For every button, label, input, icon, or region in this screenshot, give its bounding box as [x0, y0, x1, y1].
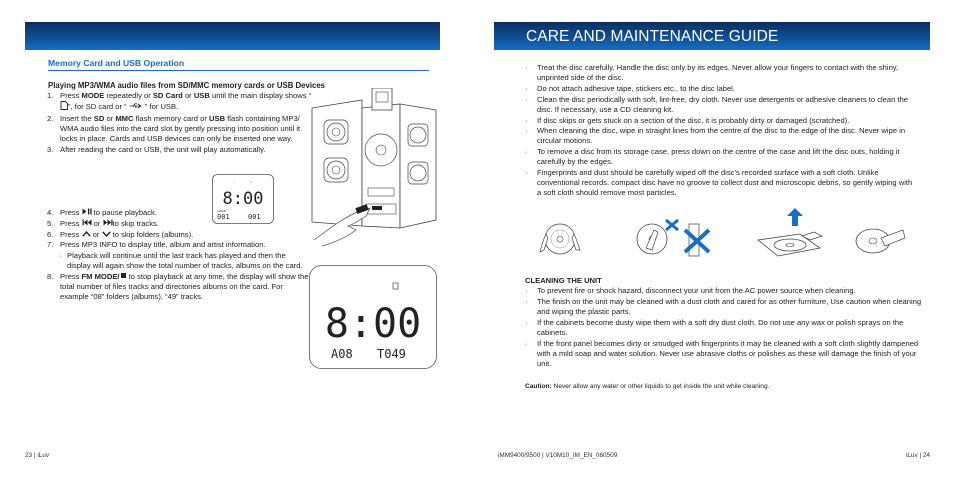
- small-lcd-right: 001: [248, 213, 261, 221]
- step-1: 1. Press MODE repeatedly or SD Card or USB until the main display shows “ ”, for SD card or “ ” for USB.: [47, 91, 312, 113]
- step-5: 5. Press or to skip tracks.: [47, 218, 159, 228]
- care-item: · If disc skips or gets stuck on a section of the disc, it is probably dirty or damaged (scratched).: [525, 115, 850, 125]
- large-lcd-time: 8:00: [324, 301, 422, 347]
- folder-down-icon: [102, 230, 111, 240]
- device-illustration: [300, 88, 440, 248]
- footer-model-code: iMM9400/9500 | V10M10_IM_EN_060509: [498, 452, 618, 459]
- step-2: 2. Insert the SD or MMC flash memory card or USB flash containing MP3/ WMA audio files into the card slot by gently pressing into position until it locks in place. Cards and USB devices can only be inserted one way.: [47, 113, 301, 144]
- large-lcd-album: A08: [331, 347, 353, 361]
- step-8: 8. Press FM MODE/ to stop playback at any time, the display will show the total number of files tracks and directories albums on the card. For example “08” folders (albums), “49” tracks.: [47, 271, 309, 302]
- page-title: CARE AND MAINTENANCE GUIDE: [526, 28, 779, 45]
- cleaning-heading: CLEANING THE UNIT: [525, 276, 602, 285]
- caution-note: [525, 383, 769, 390]
- skip-back-icon: [82, 219, 92, 229]
- cleaning-item: · If the front panel becomes dirty or smudged with fingerprints it may be cleaned with a soft cloth slightly dampened with a mild soap and water solution. Never use abrasive cloths or polishes as these will damage the finish of your unit.: [525, 338, 919, 368]
- play-pause-icon: [82, 208, 92, 218]
- sub-heading: Playing MP3/WMA audio files from SD/MMC memory cards or USB Devices: [48, 81, 325, 90]
- disc-edge-hold-illustration: [538, 222, 584, 256]
- remove-from-case-illustration: [754, 208, 824, 260]
- wipe-straight-lines-illustration: [853, 224, 907, 256]
- right-header-banner: [494, 22, 930, 50]
- small-lcd-label: ALBUM: [217, 210, 226, 213]
- svg-text:▪: ▪: [234, 181, 235, 184]
- cleaning-item: · To prevent fire or shock hazard, disconnect your unit from the AC power source when cleaning.: [525, 286, 856, 295]
- step-6: 6. Press or to skip folders (albums).: [47, 229, 194, 239]
- no-touch-surface-illustration: [632, 216, 682, 256]
- usb-icon: [129, 102, 143, 112]
- large-lcd-track: T049: [377, 347, 406, 361]
- care-item: · To remove a disc from its storage case, press down on the centre of the case and lift the disc outs, holding it carefully by the edges.: [525, 147, 900, 167]
- svg-text:□: □: [250, 180, 252, 184]
- skip-forward-icon: [103, 219, 113, 229]
- no-circular-wipe-illustration: [683, 222, 711, 258]
- steps-list-a: [47, 91, 312, 156]
- step-4: 4. Press to pause playback.: [47, 208, 157, 218]
- cleaning-item: · The finish on the unit may be cleaned with a dust cloth and cared for as other furniture, Use caution when cleaning and wiping the plastic parts.: [525, 296, 922, 316]
- cleaning-item: · If the cabinets become dusty wipe them with a soft dry dust cloth. Do not use any wax or polish sprays on the cabinets.: [525, 317, 904, 337]
- sd-card-icon: [60, 101, 68, 113]
- care-item: · Fingerprints and dust should be carefully wiped off the disc’s recorded surface with a soft cloth. Unlike conventional records. compact disc have no groove to collect dust and microscopic debris, so gently wiping with a soft cloth should remove most particles.: [525, 168, 913, 198]
- left-header-banner: [25, 22, 440, 50]
- step-3: 3. After reading the card or USB, the unit will play automatically.: [47, 145, 266, 155]
- step-7-note: · Playback will continue until the last track has played and then the display will again show the total number of tracks, albums on the card.: [59, 251, 303, 271]
- caution-text: Never allow any water or other liquids to get inside the unit while cleaning.: [551, 383, 770, 390]
- folder-up-icon: [82, 230, 91, 240]
- step-7: 7. Press MP3 INFO to display title, album and artist information.: [47, 240, 266, 250]
- section-heading: Memory Card and USB Operation: [48, 58, 429, 71]
- care-item: · When cleaning the disc, wipe in straight lines from the centre of the disc to the edge of the disc. Never wipe in circular motions.: [525, 126, 906, 146]
- footer-right-page-number: iLuv | 24: [905, 452, 930, 459]
- care-item: · Treat the disc carefully. Handle the disc only by its edges. Never allow your fingers to contact with the shiny, unprinted side of the disc.: [525, 63, 899, 83]
- small-lcd-left: 001: [217, 213, 230, 221]
- large-lcd-display: [309, 265, 437, 369]
- care-item: · Clean the disc periodically with soft, lint-free, dry cloth. Never use detergents or adhesive cleaners to clean the disc. If necessary, use a CD cleaning kit.: [525, 94, 909, 114]
- cleaning-list: [523, 286, 923, 370]
- small-lcd-display: [212, 174, 274, 224]
- disc-care-list: [523, 63, 918, 199]
- footer-left-page-number: 23 | iLuv: [25, 452, 50, 459]
- caution-label: Caution:: [525, 383, 552, 390]
- stop-icon: [120, 272, 127, 282]
- care-item: · Do not attach adhesive tape, stickers etc., to the disc label.: [525, 83, 735, 93]
- small-lcd-time: 8:00: [222, 189, 264, 209]
